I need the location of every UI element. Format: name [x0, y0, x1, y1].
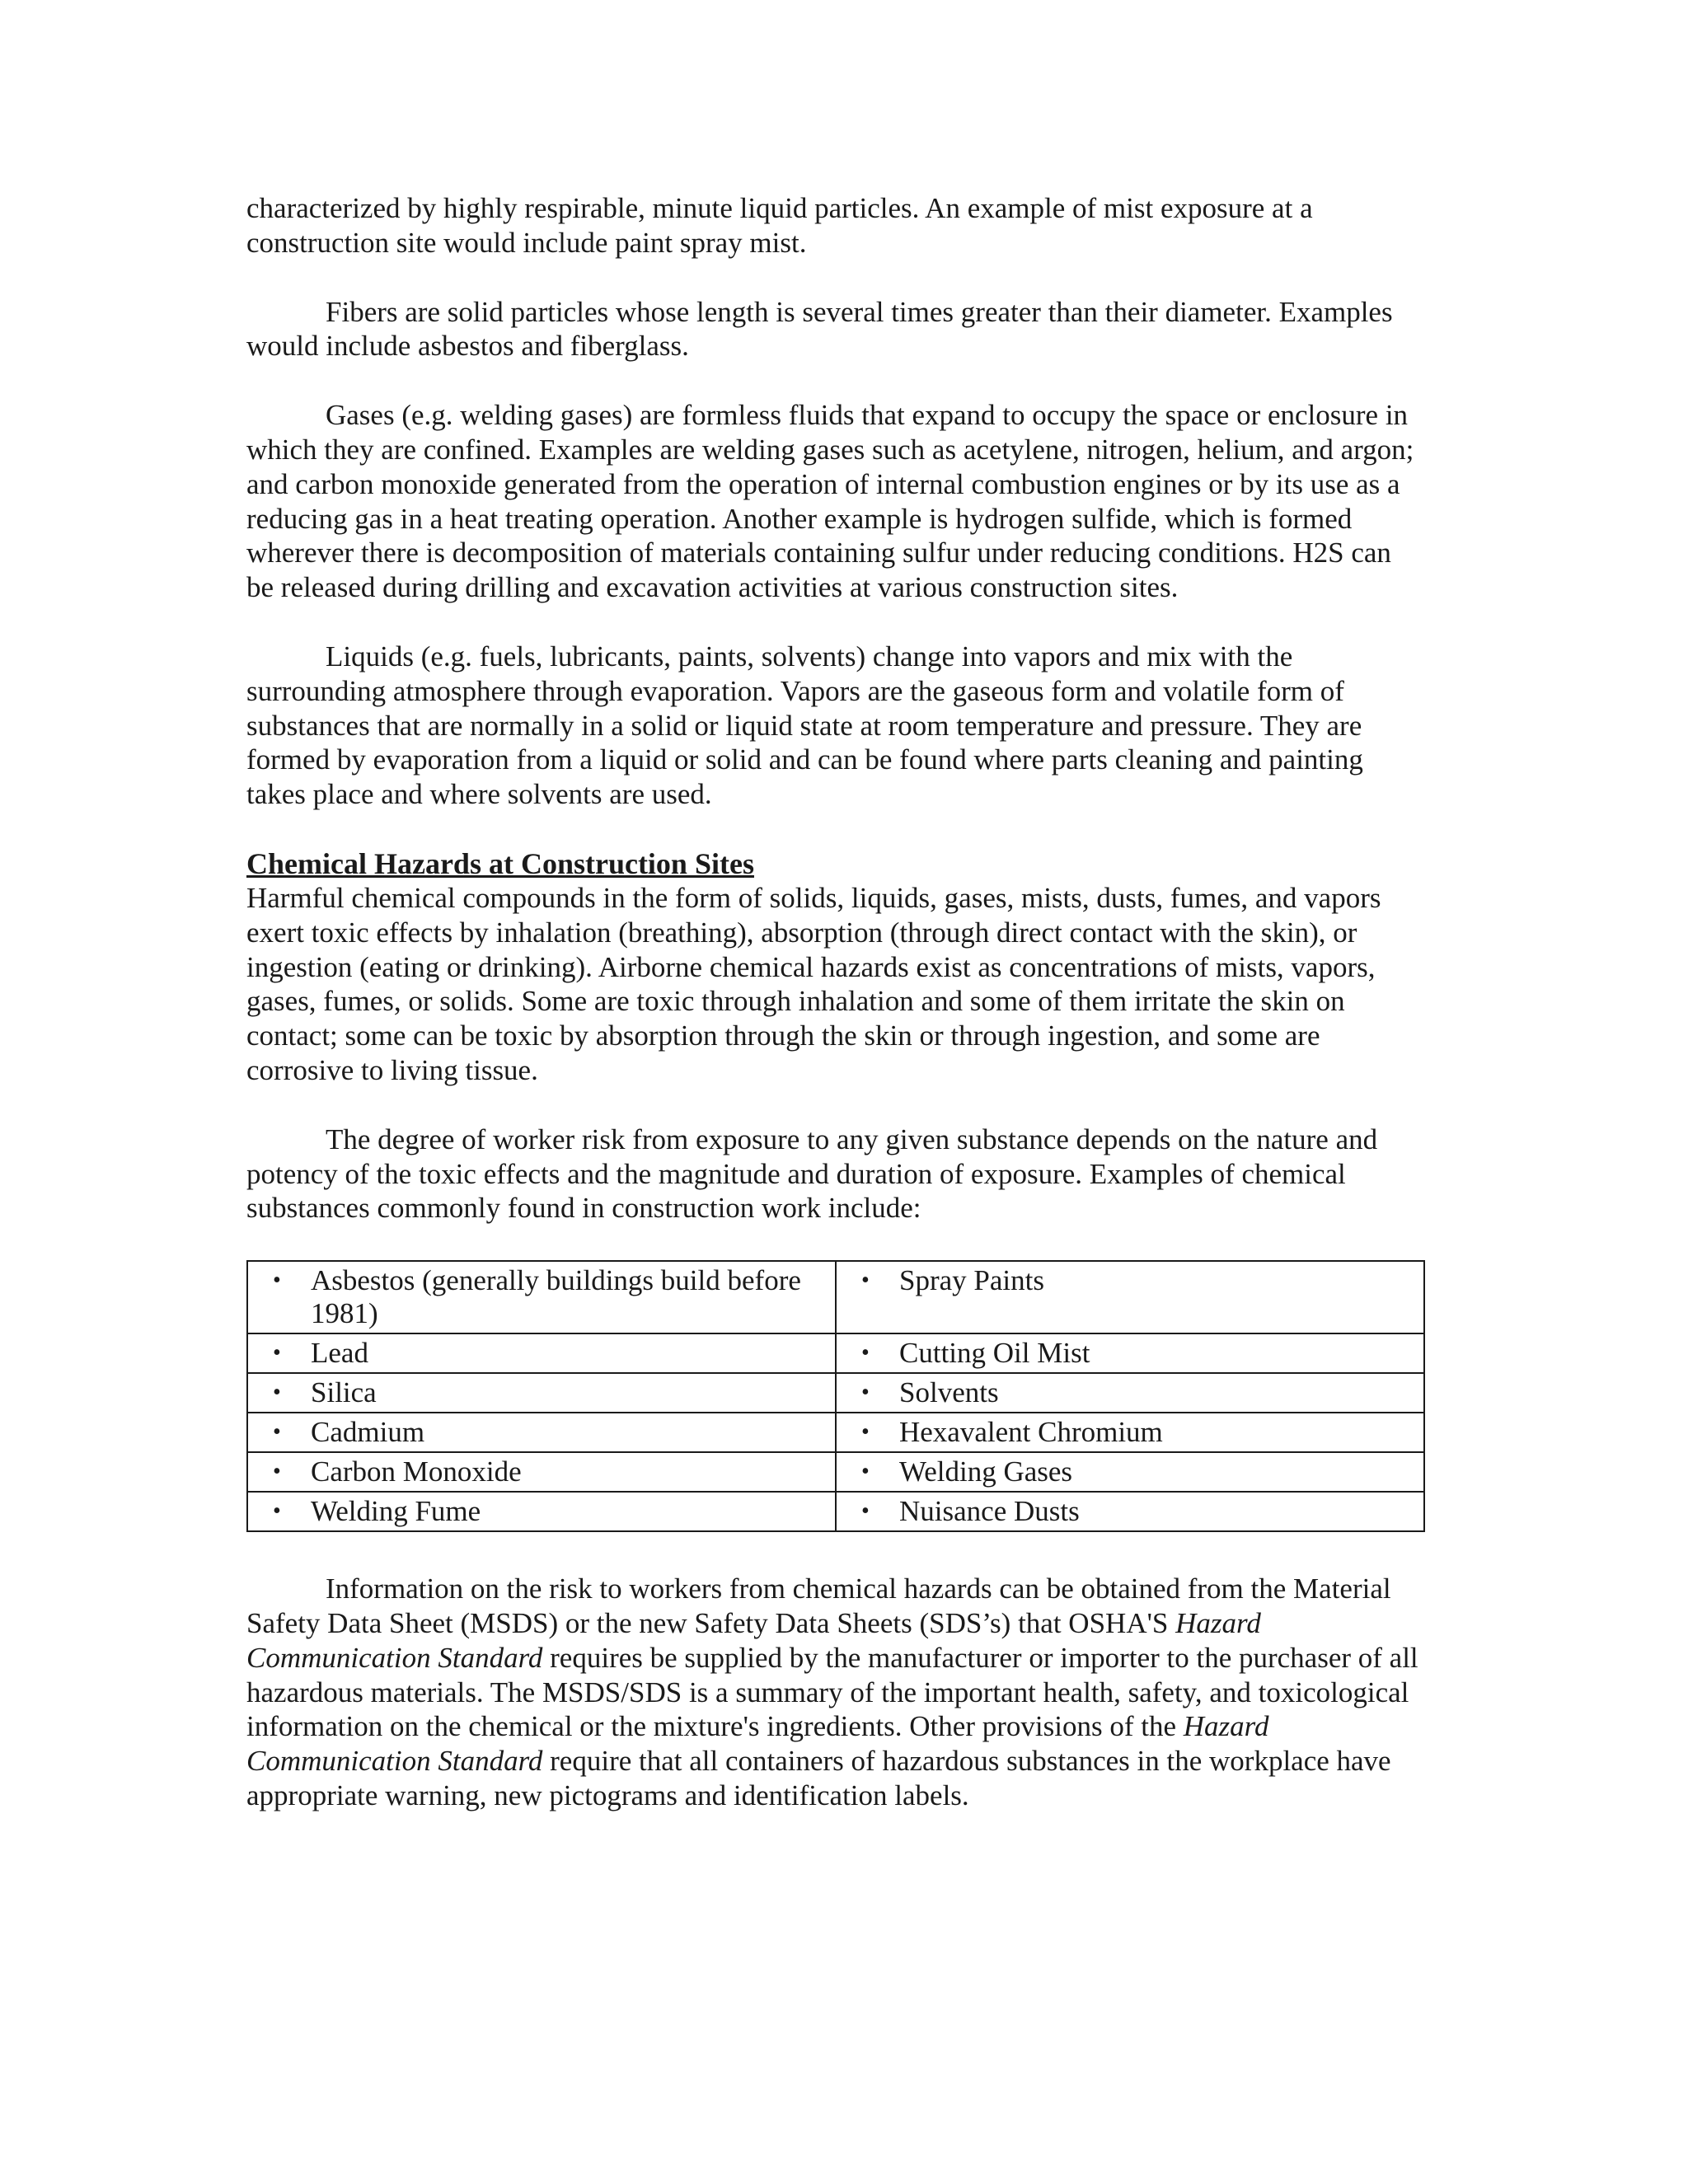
list-item [861, 1337, 1417, 1370]
table-cell [836, 1261, 1424, 1333]
substance-name: Silica [311, 1376, 377, 1409]
table-cell [836, 1452, 1424, 1492]
substance-name: Cadmium [311, 1416, 425, 1449]
table-cell [836, 1413, 1424, 1452]
closing-text: requires be supplied by the manufacturer or importer to the purchaser of all hazardous materials. The MSDS/SDS is a summary of the important health, safety, and toxicological information on the chemical or the mixture's ingredients. Other provisions of the [246, 1641, 1418, 1743]
table-cell [247, 1413, 836, 1452]
fibers-paragraph: Fibers are solid particles whose length is several times greater than their diameter. Examples would include asbestos and fiberglass. [246, 295, 1393, 363]
section-intro-paragraph: Harmful chemical compounds in the form of solids, liquids, gases, mists, dusts, fumes, and vapors exert toxic effects by inhalation (breathing), absorption (through direct contact with the skin), or ingestion (eating or drinking). Airborne chemical hazards exist as concentrations of mists, vapors, gases, fumes, or solids. Some are toxic through inhalation and some of them irritate the skin on contact; some can be toxic by absorption through the skin or through ingestion, and some are corrosive to living tissue. [246, 881, 1381, 1086]
mist-paragraph: characterized by highly respirable, minute liquid particles. An example of mist exposure at a construction site would include paint spray mist. [246, 192, 1313, 259]
section-heading: Chemical Hazards at Construction Sites [246, 846, 754, 880]
table-cell [247, 1261, 836, 1333]
liquids-paragraph: Liquids (e.g. fuels, lubricants, paints, solvents) change into vapors and mix with the surrounding atmosphere through evaporation. Vapors are the gaseous form and volatile form of substances that are normally in a solid or liquid state at room temperature and pressure. They are formed by evaporation from a liquid or solid and can be found where parts cleaning and painting takes place and where solvents are used. [246, 640, 1363, 811]
standard-title: Hazard Communication Standard [246, 1606, 1261, 1674]
closing-text: require that all containers of hazardous substances in the workplace have appropriate warning, new pictograms and identification labels. [246, 1745, 1391, 1811]
substance-name: Lead [311, 1337, 368, 1370]
page-content [246, 191, 1425, 1813]
substance-name: Asbestos (generally buildings build before 1981) [311, 1264, 801, 1330]
table-row [247, 1413, 1424, 1452]
list-item [273, 1264, 828, 1330]
list-item [861, 1376, 1417, 1409]
table-row [247, 1261, 1424, 1333]
bullet-icon: • [273, 1268, 281, 1294]
substance-name: Carbon Monoxide [311, 1455, 522, 1488]
chemical-substances-table [246, 1260, 1425, 1532]
substance-name: Welding Fume [311, 1495, 481, 1528]
table-cell [247, 1452, 836, 1492]
closing-paragraph [246, 1572, 1425, 1813]
bullet-icon: • [861, 1419, 870, 1446]
list-item [273, 1337, 828, 1370]
bullet-icon: • [273, 1498, 281, 1525]
risk-paragraph: The degree of worker risk from exposure to any given substance depends on the nature and potency of the toxic effects and the magnitude and duration of exposure. Examples of chemical substances commonly found in construction work include: [246, 1122, 1378, 1225]
bullet-icon: • [861, 1340, 870, 1366]
table-cell [247, 1333, 836, 1373]
table-cell [247, 1492, 836, 1531]
bullet-icon: • [273, 1419, 281, 1446]
list-item [861, 1264, 1417, 1297]
list-item [861, 1455, 1417, 1488]
table-row [247, 1452, 1424, 1492]
substance-name: Nuisance Dusts [899, 1495, 1080, 1528]
gases-paragraph: Gases (e.g. welding gases) are formless fluids that expand to occupy the space or enclosure in which they are confined. Examples are welding gases such as acetylene, nitrogen, helium, and argon; and carbon monoxide generated from the operation of internal combustion engines or by its use as a reducing gas in a heat treating operation. Another example is hydrogen sulfide, which is formed wherever there is decomposition of materials containing sulfur under reducing conditions. H2S can be released during drilling and excavation activities at various construction sites. [246, 399, 1414, 604]
table-cell [247, 1373, 836, 1413]
standard-title: Hazard Communication Standard [246, 1710, 1269, 1778]
bullet-icon: • [861, 1498, 870, 1525]
substance-name: Welding Gases [899, 1455, 1073, 1488]
table-cell [836, 1492, 1424, 1531]
table-row [247, 1333, 1424, 1373]
bullet-icon: • [861, 1459, 870, 1485]
list-item [273, 1416, 828, 1449]
list-item [273, 1455, 828, 1488]
table-cell [836, 1333, 1424, 1373]
bullet-icon: • [861, 1380, 870, 1406]
closing-text: Information on the risk to workers from chemical hazards can be obtained from the Material Safety Data Sheet (MSDS) or the new Safety Data Sheets (SDS’s) that OSHA'S [246, 1572, 1391, 1639]
bullet-icon: • [273, 1459, 281, 1485]
substance-name: Spray Paints [899, 1264, 1044, 1297]
substance-name: Cutting Oil Mist [899, 1337, 1090, 1370]
table-row [247, 1373, 1424, 1413]
list-item [861, 1495, 1417, 1528]
substance-name: Solvents [899, 1376, 999, 1409]
substance-name: Hexavalent Chromium [899, 1416, 1163, 1449]
list-item [273, 1376, 828, 1409]
list-item [273, 1495, 828, 1528]
bullet-icon: • [861, 1268, 870, 1294]
bullet-icon: • [273, 1380, 281, 1406]
list-item [861, 1416, 1417, 1449]
table-cell [836, 1373, 1424, 1413]
table-row [247, 1492, 1424, 1531]
bullet-icon: • [273, 1340, 281, 1366]
